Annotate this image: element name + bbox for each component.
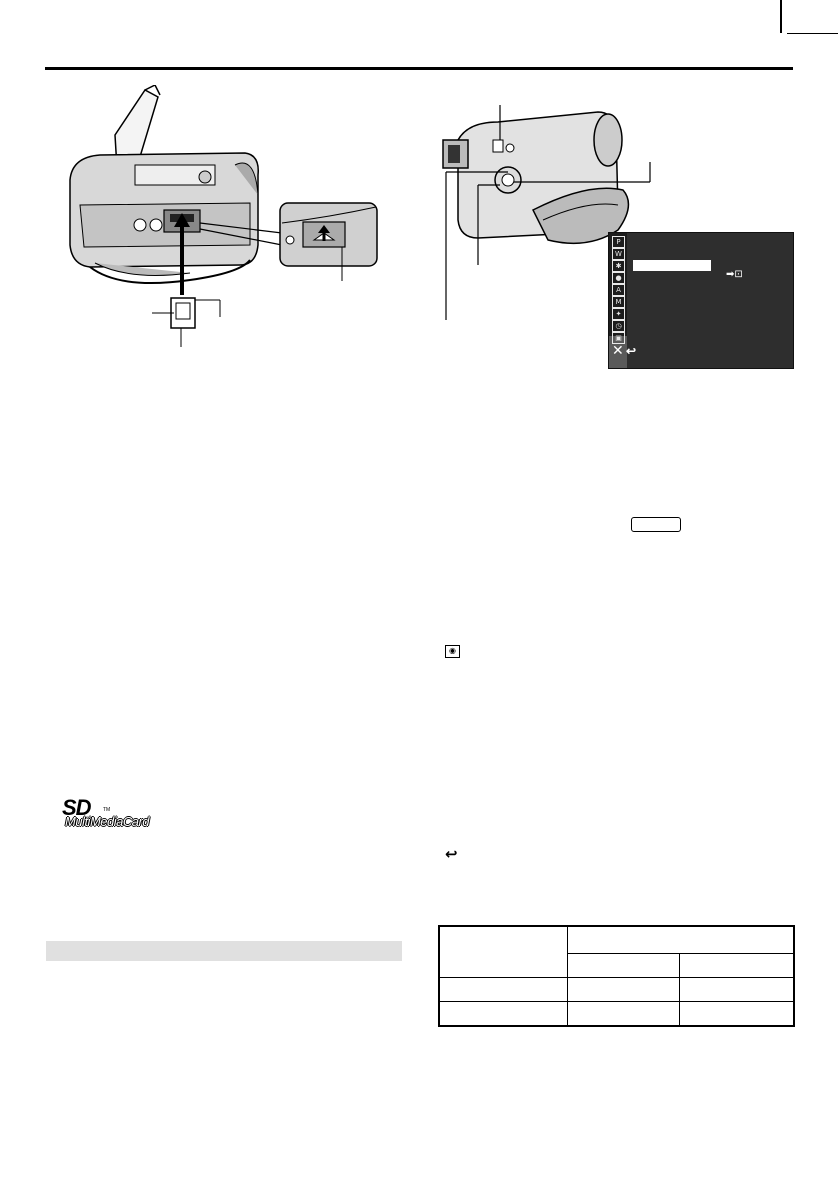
table-cell (567, 926, 794, 953)
table-cell (679, 978, 794, 1002)
menu-icon-5: A (612, 284, 625, 296)
menu-icon-2: W (612, 248, 625, 260)
table-cell (679, 953, 794, 977)
spec-table (438, 925, 795, 1027)
menu-icon-7: ✦ (612, 308, 625, 320)
table-row (439, 978, 794, 1002)
menu-arrow-tape-icon (726, 269, 743, 280)
multimediacard-logo: MultiMediaCard (65, 814, 150, 829)
menu-icon-6: M (612, 296, 625, 308)
table-cell (679, 1002, 794, 1027)
sd-trademark: TM (103, 807, 111, 813)
menu-highlighted-item (633, 260, 711, 271)
camcorder-card-slot-illustration (60, 85, 390, 350)
crop-mark-top-right-horizontal (787, 33, 838, 34)
table-cell (439, 926, 567, 978)
menu-icon-9: ▣ (612, 332, 625, 344)
arrow-icon: ➡ (726, 269, 735, 280)
table-cell (567, 953, 679, 977)
camera-icon: ◉ (445, 645, 460, 658)
table-cell (567, 978, 679, 1002)
table-cell (567, 1002, 679, 1027)
camcorder-card-slot-drawing (60, 85, 390, 350)
menu-screen (608, 232, 794, 369)
menu-icon-4: ● (612, 272, 625, 284)
table-row (439, 926, 794, 953)
return-icon: ↩ (626, 344, 637, 358)
tape-icon: ⊡ (734, 269, 743, 280)
menu-icon-1: P (612, 236, 625, 248)
close-icon: ✕ (612, 343, 624, 359)
return-arrow-icon: ↩ (445, 845, 458, 863)
button-indicator-outline (631, 517, 681, 532)
header-rule (45, 67, 793, 70)
table-cell (439, 1002, 567, 1027)
table-row (439, 1002, 794, 1027)
section-heading-bar (46, 941, 402, 961)
crop-mark-top-right-vertical (780, 0, 782, 33)
menu-icon-3: ✱ (612, 260, 625, 272)
sd-logo: SD (62, 795, 91, 820)
menu-icon-8: ◷ (612, 320, 625, 332)
table-cell (439, 978, 567, 1002)
